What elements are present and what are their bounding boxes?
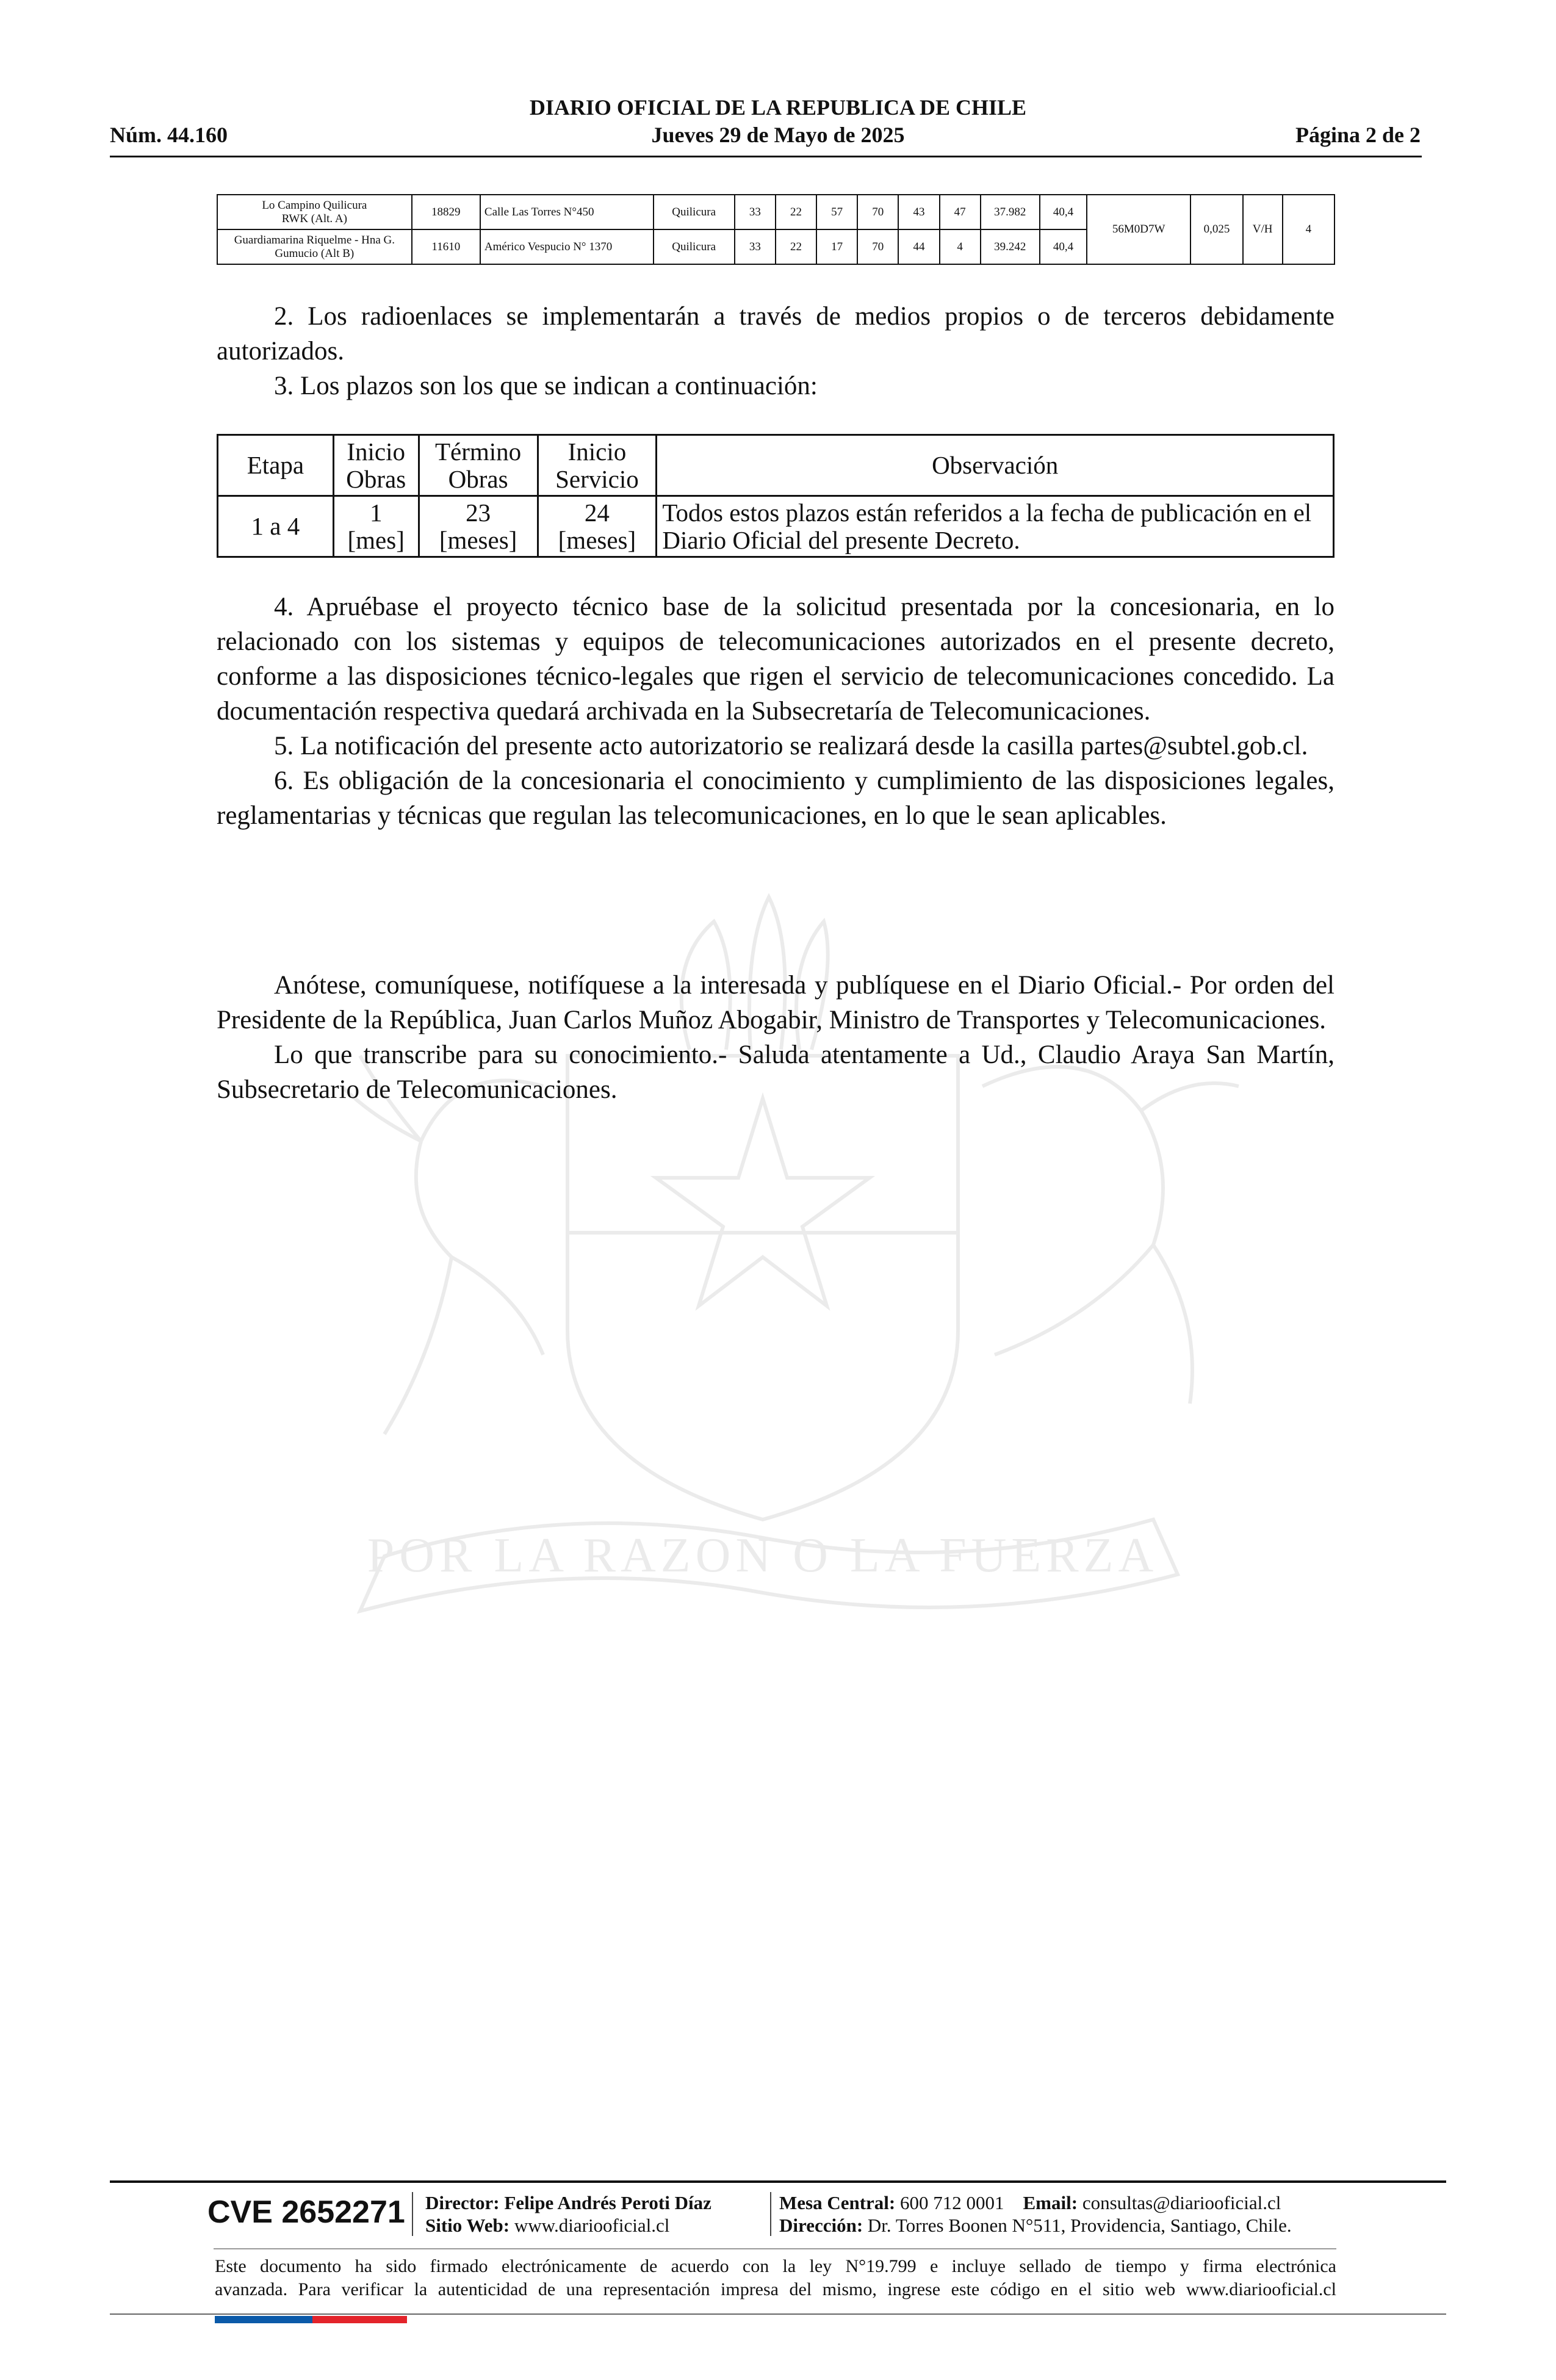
etapa-cell: 1 a 4 bbox=[218, 496, 334, 557]
stations-table bbox=[217, 194, 1335, 265]
station-code-cell: 18829 bbox=[412, 195, 480, 229]
value-cell: 22 bbox=[776, 229, 816, 264]
termino-obras-cell: 23 [meses] bbox=[419, 496, 538, 557]
value-cell: 70 bbox=[857, 229, 898, 264]
paragraph-3: 3. Los plazos son los que se indican a continuación: bbox=[274, 372, 818, 400]
footer-bottom-divider bbox=[110, 2313, 1446, 2315]
footer-separator bbox=[770, 2192, 771, 2236]
inicio-obras-cell: 1 [mes] bbox=[333, 496, 419, 557]
count-cell: 4 bbox=[1283, 195, 1334, 264]
emission-cell: 56M0D7W bbox=[1087, 195, 1190, 264]
footer-separator bbox=[412, 2192, 413, 2236]
station-commune-cell: Quilicura bbox=[654, 229, 735, 264]
value-cell: 70 bbox=[857, 195, 898, 229]
mesa-central-phone: 600 712 0001 bbox=[900, 2192, 1004, 2213]
value-cell: 4 bbox=[940, 229, 981, 264]
motto-text: POR LA RAZON O LA FUERZA bbox=[367, 1529, 1159, 1582]
paragraph-closing: Anótese, comuníquese, notifíquese a la interesada y publíquese en el Diario Oficial.- Por orden del Presidente de la República, Juan Carlos Muñoz Abogabir, Ministro de Transportes y Telecomunicaciones. bbox=[217, 971, 1334, 1034]
header-inicio-servicio: Inicio Servicio bbox=[538, 435, 657, 496]
cve-code: CVE 2652271 bbox=[207, 2194, 405, 2230]
paragraph-2: 2. Los radioenlaces se implementarán a través de medios propios o de terceros debidamente autorizados. bbox=[217, 302, 1334, 366]
polarization-cell: V/H bbox=[1243, 195, 1283, 264]
issue-number: Núm. 44.160 bbox=[110, 123, 228, 147]
footer-contact-block: Mesa Central: 600 712 0001 Email: consultas@diariooficial.cl Dirección: Dr. Torres Boonen N°511, Providencia, Santiago, Chile. bbox=[779, 2192, 1292, 2236]
value-cell: 0,025 bbox=[1190, 195, 1242, 264]
value-cell: 22 bbox=[776, 195, 816, 229]
page-indicator: Página 2 de 2 bbox=[1295, 123, 1421, 147]
issue-date: Jueves 29 de Mayo de 2025 bbox=[651, 123, 905, 147]
header-etapa: Etapa bbox=[218, 435, 334, 496]
value-cell: 44 bbox=[898, 229, 939, 264]
value-cell: 33 bbox=[735, 229, 776, 264]
director-name: Felipe Andrés Peroti Díaz bbox=[504, 2192, 711, 2213]
value-cell: 47 bbox=[940, 195, 981, 229]
flag-stripe-red bbox=[312, 2316, 407, 2323]
table-row bbox=[217, 195, 1334, 229]
table-header-row bbox=[218, 435, 1334, 496]
footer-top-divider bbox=[110, 2180, 1446, 2183]
station-commune-cell: Quilicura bbox=[654, 195, 735, 229]
paragraph-6: 6. Es obligación de la concesionaria el conocimiento y cumplimiento de las disposiciones legales, reglamentarias y técnicas que regulan las telecomunicaciones, en lo que le sean aplicables. bbox=[217, 766, 1334, 830]
station-code-cell: 11610 bbox=[412, 229, 480, 264]
value-cell: 57 bbox=[816, 195, 857, 229]
email-link[interactable]: consultas@diariooficial.cl bbox=[1082, 2192, 1281, 2213]
flag-stripe-blue bbox=[215, 2316, 312, 2323]
value-cell: 40,4 bbox=[1040, 229, 1087, 264]
header-inicio-obras: Inicio Obras bbox=[333, 435, 419, 496]
station-address-cell: Calle Las Torres N°450 bbox=[480, 195, 654, 229]
footer-legal-notice: Este documento ha sido firmado electrónicamente de acuerdo con la ley N°19.799 e incluye sellado de tiempo y firma electrónica avanzada. Para verificar la autenticidad de una representación impresa del mismo, ingrese este código en el sitio web www.diariooficial.cl bbox=[215, 2256, 1336, 2299]
address-text: Dr. Torres Boonen N°511, Providencia, Santiago, Chile. bbox=[867, 2215, 1292, 2236]
website-link[interactable]: www.diariooficial.cl bbox=[514, 2215, 670, 2236]
station-address-cell: Américo Vespucio N° 1370 bbox=[480, 229, 654, 264]
paragraph-4: 4. Apruébase el proyecto técnico base de la solicitud presentada por la concesionaria, en lo relacionado con los sistemas y equipos de telecomunicaciones autorizados en el presente decreto, conforme a las disposiciones técnico-legales que rigen el servicio de telecomunicaciones concedido. La documentación respectiva quedará archivada en la Subsecretaría de Telecomunicaciones. bbox=[217, 593, 1334, 726]
observacion-cell: Todos estos plazos están referidos a la fecha de publicación en el Diario Oficial del presente Decreto. bbox=[657, 496, 1334, 557]
station-name-cell: Guardiamarina Riquelme - Hna G. Gumucio (Alt B) bbox=[217, 229, 412, 264]
plazos-table bbox=[217, 434, 1334, 558]
header-observacion: Observación bbox=[657, 435, 1334, 496]
paragraph-signature: Lo que transcribe para su conocimiento.- Saluda atentamente a Ud., Claudio Araya San Martín, Subsecretario de Telecomunicaciones. bbox=[217, 1040, 1334, 1104]
value-cell: 40,4 bbox=[1040, 195, 1087, 229]
header-divider bbox=[110, 156, 1422, 157]
paragraph-5: 5. La notificación del presente acto autorizatorio se realizará desde la casilla partes@subtel.gob.cl. bbox=[274, 732, 1308, 760]
table-row bbox=[218, 496, 1334, 557]
body-section-2 bbox=[217, 590, 1334, 833]
station-name-cell: Lo Campino Quilicura RWK (Alt. A) bbox=[217, 195, 412, 229]
body-section-3 bbox=[217, 968, 1334, 1107]
footer-mid-divider bbox=[214, 2248, 1336, 2249]
footer-director-block: Director: Felipe Andrés Peroti Díaz Sitio Web: www.diariooficial.cl bbox=[425, 2192, 711, 2236]
value-cell: 37.982 bbox=[981, 195, 1040, 229]
newspaper-title: DIARIO OFICIAL DE LA REPUBLICA DE CHILE bbox=[529, 95, 1027, 120]
value-cell: 17 bbox=[816, 229, 857, 264]
value-cell: 39.242 bbox=[981, 229, 1040, 264]
inicio-servicio-cell: 24 [meses] bbox=[538, 496, 657, 557]
value-cell: 43 bbox=[898, 195, 939, 229]
header-termino-obras: Término Obras bbox=[419, 435, 538, 496]
body-section-1 bbox=[217, 299, 1334, 403]
value-cell: 33 bbox=[735, 195, 776, 229]
